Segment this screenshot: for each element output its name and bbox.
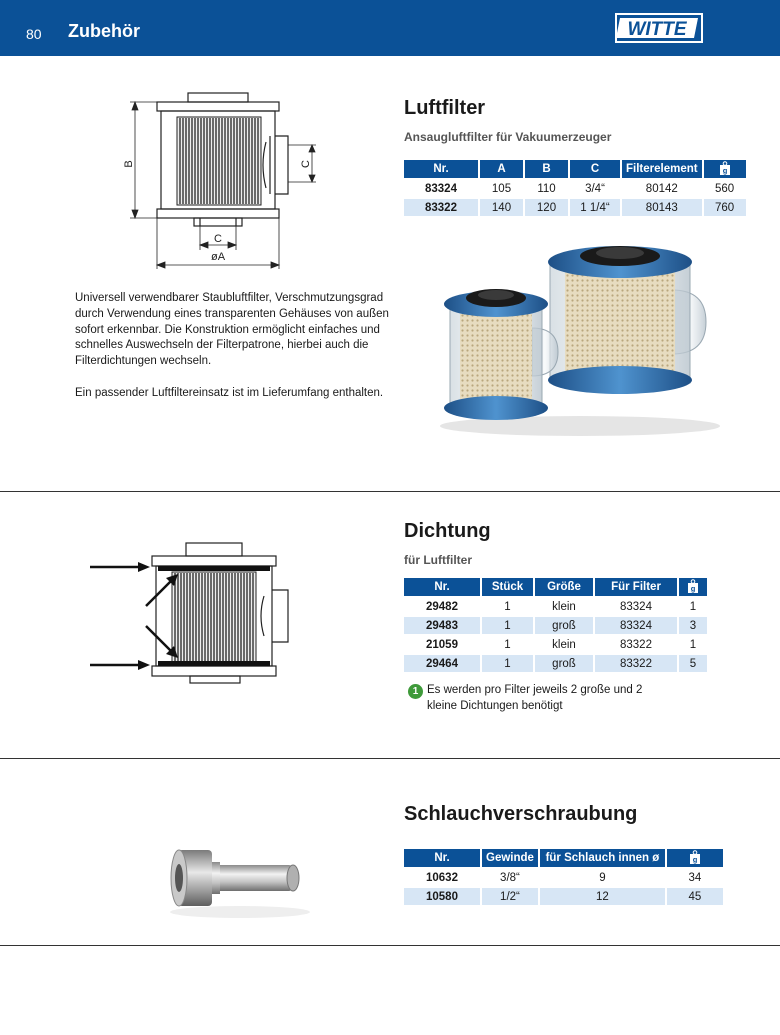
section-divider <box>0 491 780 492</box>
schlauch-title: Schlauchverschraubung <box>404 803 638 825</box>
info-number-icon: 1 <box>408 684 423 699</box>
table-row <box>404 655 707 672</box>
cell: klein <box>552 638 576 651</box>
col-header: Gewinde <box>482 849 538 867</box>
cell: 760 <box>704 199 746 216</box>
cell: 3/4“ <box>585 182 605 195</box>
cell: 1 <box>482 617 533 634</box>
cell: 29464 <box>404 655 480 672</box>
description-paragraph: Universell verwendbarer Staubluftfilter, Verschmutzungsgrad durch Verwendung eines transparenten Gehäuses von außen sofort erkennbar. Die Konstruktion ermöglicht einfaches und schnelles Auswechseln der Filterpatrone, hierbei auch die Filterdichtungen wechseln. <box>75 292 389 368</box>
weight-icon <box>719 161 731 175</box>
page-header <box>0 0 780 56</box>
cell: 45 <box>667 888 723 905</box>
cell: groß <box>535 617 593 634</box>
dim-a-label: øA <box>210 251 226 263</box>
table-row <box>404 869 723 886</box>
col-header: B <box>525 160 568 178</box>
table-row <box>404 617 707 634</box>
cell: 120 <box>525 199 568 216</box>
cell: 1 <box>504 600 511 613</box>
weight-icon-header <box>704 160 746 178</box>
cell: 9 <box>599 871 606 884</box>
luftfilter-product-photo <box>410 238 720 438</box>
cell: 80142 <box>645 182 678 195</box>
weight-icon-header <box>679 578 707 596</box>
luftfilter-table <box>402 158 748 218</box>
cell: klein <box>552 600 576 613</box>
cell: 5 <box>679 655 707 672</box>
cell: 83322 <box>620 638 652 651</box>
svg-text:g: g <box>722 165 727 175</box>
luftfilter-description <box>75 291 395 417</box>
cell: 3/8“ <box>500 871 520 884</box>
cell: 29483 <box>404 617 480 634</box>
col-header: für Schlauch innen ø <box>540 849 665 867</box>
col-header: A <box>480 160 523 178</box>
cell: 83324 <box>595 617 677 634</box>
cell: 83324 <box>620 600 652 613</box>
cell: 140 <box>480 199 523 216</box>
dim-c-side-label: C <box>300 160 312 168</box>
witte-logo <box>612 10 706 46</box>
page-number: 80 <box>26 26 42 42</box>
cell: 12 <box>540 888 665 905</box>
table-header-row <box>404 160 746 178</box>
dim-c-bottom-label: C <box>214 233 222 245</box>
dichtung-table <box>402 576 709 674</box>
note-text: Es werden pro Filter jeweils 2 große und 2 kleine Dichtungen benötigt <box>427 684 643 712</box>
table-row <box>404 199 746 216</box>
cell: 83322 <box>595 655 677 672</box>
dichtung-subtitle: für Luftfilter <box>404 553 472 567</box>
cell: 1 <box>482 655 533 672</box>
cell: 80143 <box>622 199 702 216</box>
dim-b-label: B <box>123 160 135 168</box>
weight-icon <box>687 579 699 593</box>
cell: 10580 <box>404 888 480 905</box>
weight-icon-header <box>667 849 723 867</box>
cell: 21059 <box>426 638 458 651</box>
table-row <box>404 180 746 197</box>
cell: 1 <box>689 600 697 613</box>
cell: 105 <box>491 182 512 195</box>
cell: 1 <box>504 638 511 651</box>
cell: groß <box>535 655 593 672</box>
cell: 29482 <box>426 600 458 613</box>
schlauch-product-photo <box>160 832 320 922</box>
svg-text:g: g <box>690 583 696 593</box>
logo-text: WITTE <box>627 19 687 40</box>
table-row <box>404 888 723 905</box>
col-header: Nr. <box>404 849 480 867</box>
col-header: Filterelement <box>622 160 702 178</box>
luftfilter-subtitle: Ansaugluftfilter für Vakuumerzeuger <box>404 130 612 144</box>
schlauch-table <box>402 847 725 907</box>
luftfilter-title: Luftfilter <box>404 97 486 119</box>
cell: 83324 <box>425 182 457 195</box>
cell: 110 <box>537 182 556 195</box>
cell: 1 <box>689 638 697 651</box>
page-title: Zubehör <box>68 21 140 41</box>
cell: 10632 <box>426 871 458 884</box>
col-header: Größe <box>535 578 593 596</box>
col-header: Nr. <box>404 160 478 178</box>
dichtung-title: Dichtung <box>404 520 491 542</box>
section-divider <box>0 758 780 759</box>
luftfilter-dimension-drawing <box>120 90 325 270</box>
table-row <box>404 598 707 615</box>
table-row <box>404 636 707 653</box>
table-header-row <box>404 578 707 596</box>
cell: 83322 <box>404 199 478 216</box>
col-header: Für Filter <box>595 578 677 596</box>
cell: 560 <box>714 182 735 195</box>
description-paragraph: Ein passender Luftfiltereinsatz ist im Lieferumfang enthalten. <box>75 386 384 399</box>
cell: 3 <box>679 617 707 634</box>
table-header-row <box>404 849 723 867</box>
cell: 34 <box>688 871 702 884</box>
col-header: Nr. <box>404 578 480 596</box>
cell: 1 1/4“ <box>570 199 620 216</box>
col-header: C <box>570 160 620 178</box>
dichtung-note <box>408 683 647 714</box>
section-divider <box>0 945 780 946</box>
svg-text:g: g <box>692 854 698 864</box>
weight-icon <box>689 850 701 864</box>
dichtung-drawing <box>88 540 298 690</box>
col-header: Stück <box>482 578 533 596</box>
cell: 1/2“ <box>482 888 538 905</box>
